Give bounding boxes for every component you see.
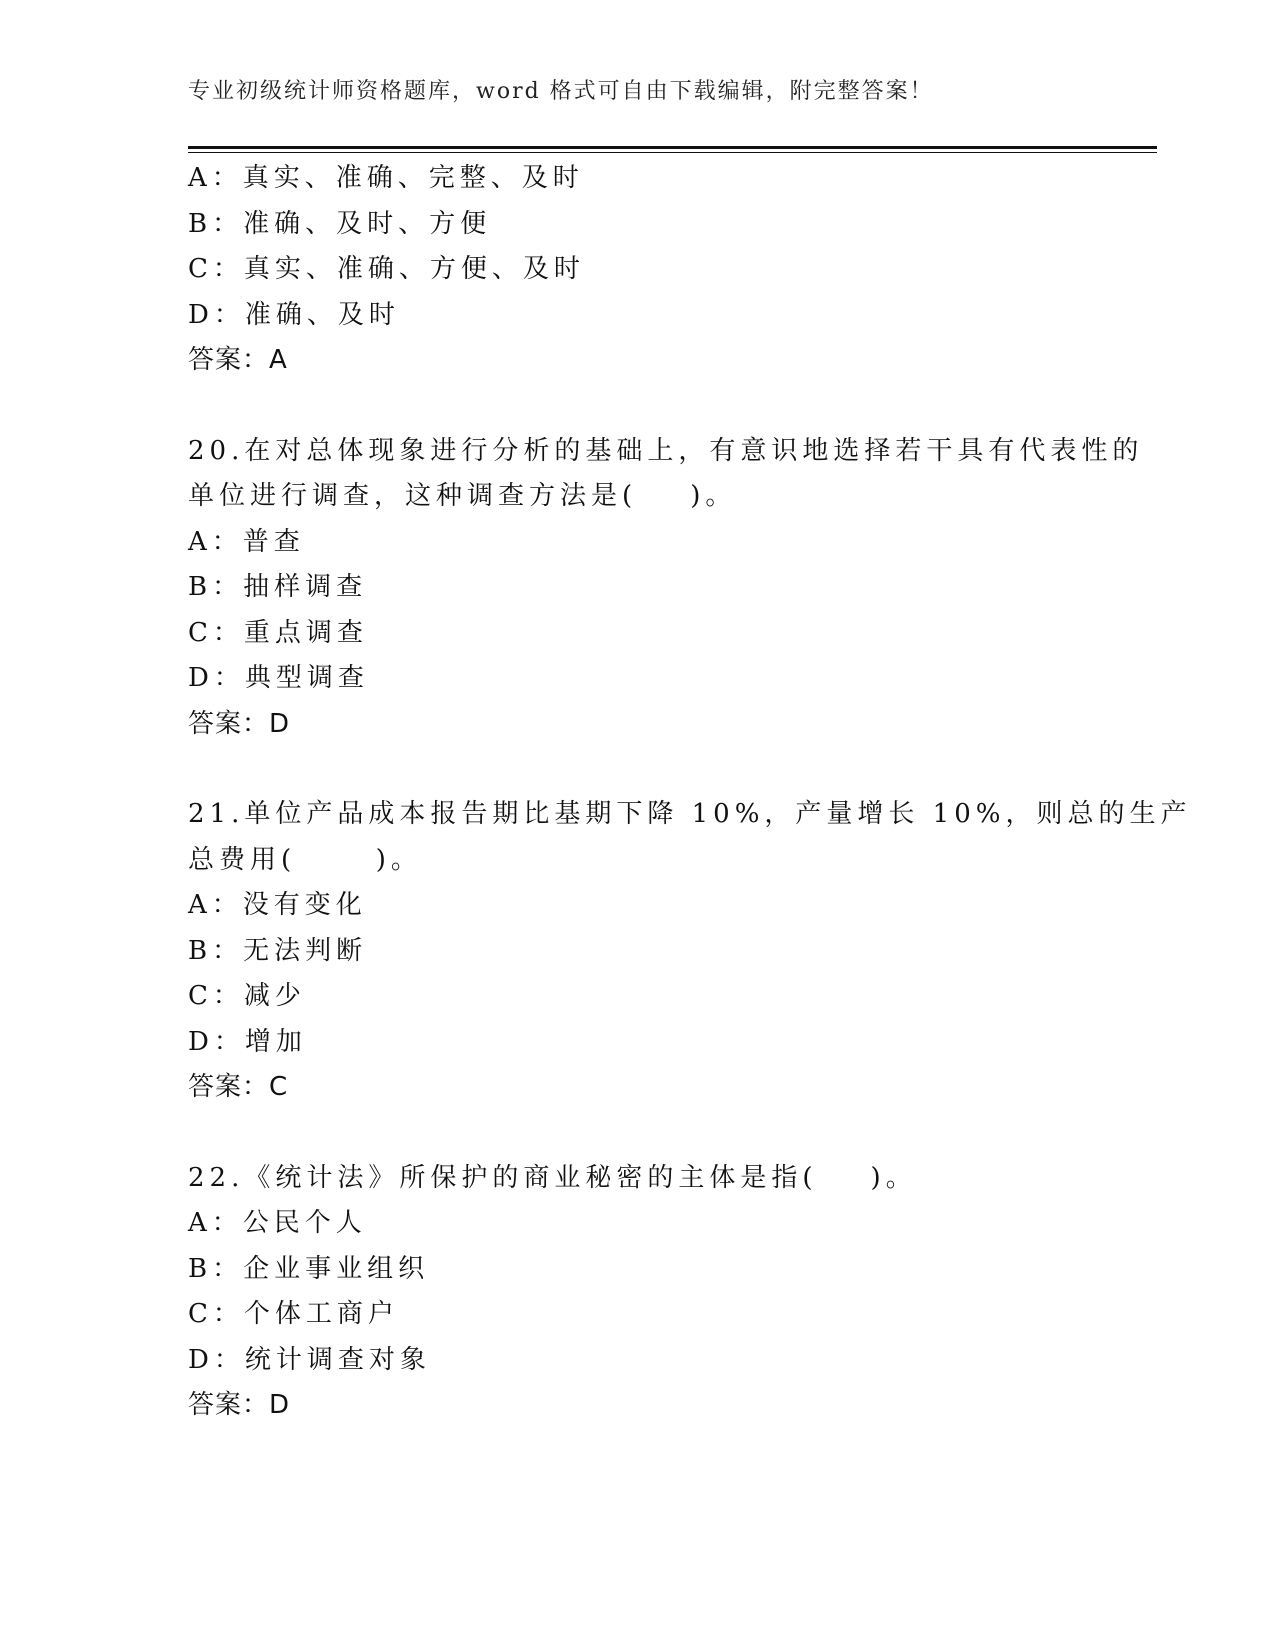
option-a: A：普查 — [188, 526, 305, 557]
question-stem-line-2: 单位进行调查，这种调查方法是( )。 — [188, 481, 737, 511]
header-rule-thin — [188, 152, 1157, 153]
answer: 答案：D — [188, 708, 291, 739]
document-body — [188, 156, 1192, 1429]
page-header: 专业初级统计师资格题库，word 格式可自由下载编辑，附完整答案！ — [188, 79, 934, 104]
question-21 — [188, 792, 1192, 1111]
option-c: C：个体工商户 — [188, 1299, 399, 1329]
answer: 答案：C — [188, 1072, 289, 1102]
question-stem-line-2: 总费用( )。 — [188, 844, 422, 875]
question-22 — [188, 1156, 1088, 1429]
option-b: B：无法判断 — [188, 935, 368, 966]
question-stem-line-1: 21.单位产品成本报告期比基期下降 10%，产量增长 10%，则总的生产 — [188, 799, 1192, 829]
answer: 答案：D — [188, 1390, 291, 1420]
option-b: B：抽样调查 — [188, 572, 368, 602]
answer: 答案：A — [188, 345, 288, 375]
question-stem-line-1: 20.在对总体现象进行分析的基础上，有意识地选择若干具有代表性的 — [188, 435, 1144, 466]
option-c: C：减少 — [188, 981, 306, 1011]
option-c: C：真实、准确、方便、及时 — [188, 254, 585, 284]
option-a: A：没有变化 — [188, 890, 367, 920]
option-b: B：准确、及时、方便 — [188, 208, 492, 239]
option-a: A：真实、准确、完整、及时 — [188, 163, 584, 193]
header-rule-thick — [188, 146, 1157, 149]
option-a: A：公民个人 — [188, 1208, 367, 1238]
option-c: C：重点调查 — [188, 617, 368, 648]
option-d: D：准确、及时 — [188, 299, 400, 330]
question-prev — [188, 156, 1088, 384]
question-stem-line-1: 22.《统计法》所保护的商业秘密的主体是指( )。 — [188, 1162, 917, 1193]
question-20 — [188, 429, 1144, 748]
option-b: B：企业事业组织 — [188, 1253, 430, 1284]
option-d: D：增加 — [188, 1026, 307, 1057]
option-d: D：统计调查对象 — [188, 1344, 431, 1375]
option-d: D：典型调查 — [188, 663, 369, 693]
